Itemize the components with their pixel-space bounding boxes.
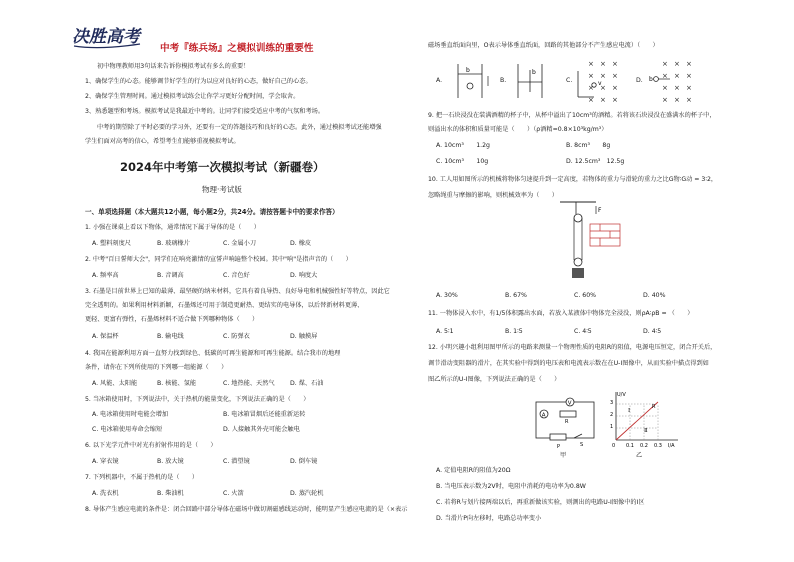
svg-text:×: × [674, 60, 680, 68]
exam-subtitle: 物理·考试版 [202, 185, 242, 194]
question-2: 2. 中考"百日誓师大会"，同学们在响亮激情的宣誓声响遍整个校园。其中"响"是指声音的（ ） [85, 256, 352, 263]
figure-jia-label: 甲 [560, 452, 567, 459]
svg-text:b: b [466, 67, 470, 74]
q9-option-a: A. 10cm³ 1.2g [436, 142, 490, 149]
svg-text:×: × [588, 60, 594, 68]
q4-option-d: D. 煤、石油 [290, 380, 324, 387]
q8-option-a: A. [436, 77, 443, 84]
svg-text:×: × [588, 84, 594, 92]
svg-text:R: R [652, 404, 656, 410]
q5-option-c: C. 电冰箱使用寿命会缩短 [92, 426, 163, 433]
q6-option-a: A. 穿衣镜 [92, 458, 119, 465]
svg-text:×: × [686, 60, 692, 68]
q6-option-d: D. 倒车镜 [290, 458, 318, 465]
svg-text:×: × [662, 60, 668, 68]
q8-option-b: B. [500, 77, 507, 84]
q12-option-d: D. 当滑片P向左移时，电路总功率变小 [436, 515, 542, 522]
svg-text:2: 2 [610, 412, 614, 418]
svg-text:×: × [674, 72, 680, 80]
figure-yi-label: 乙 [636, 452, 643, 459]
question-12-line3: 图乙所示的U-I图像，下列说法正确的是（ ） [428, 376, 561, 383]
q10-option-a: A. 30% [436, 292, 458, 299]
circuit-diagram [530, 390, 600, 450]
q9-option-c: C. 10cm³ 10g [436, 158, 489, 165]
intro-point-1: 1、确保学生的心态。能够调节好学生的行为以应对良好的心态，做好自己的心态。 [85, 78, 312, 85]
question-11: 11. 一物体浸入水中，有1/5体积露出水面，若放入某液体中物体完全浸没，则ρA∶ρB = （ ） [428, 310, 694, 317]
svg-text:×: × [662, 84, 668, 92]
question-9-line2: 则溢出水的体积和质量可能是（ ）（ρ酒精=0.8×10³kg/m³） [428, 126, 608, 133]
question-1: 1. 小强在课桌上看以下物体，通常情况下属于导体的是（ ） [85, 224, 260, 231]
question-12-line1: 12. 小明兴趣小组利用图甲所示的电路来测量一个物理性质的电阻R的阻值，电源电压恒定，闭合开关后， [428, 344, 717, 351]
q7-option-a: A. 洗衣机 [92, 490, 119, 497]
q3-option-a: A. 保温杯 [92, 333, 119, 340]
svg-text:3: 3 [610, 400, 614, 406]
svg-text:×: × [674, 96, 680, 104]
q7-option-d: D. 蒸汽轮机 [290, 490, 324, 497]
q3-option-d: D. 触摸屏 [290, 333, 318, 340]
svg-text:×: × [686, 96, 692, 104]
svg-text:×: × [600, 84, 606, 92]
section-1-header: 一、单项选择题（本大题共12小题，每小题2分，共24分。请按答题卡中的要求作答） [85, 208, 339, 216]
svg-text:×: × [612, 84, 618, 92]
ui-graph [604, 388, 684, 448]
q11-option-b: B. 1∶5 [505, 328, 523, 335]
q11-option-c: C. 4∶5 [574, 328, 592, 335]
question-4-line2: 条件，请你在下列所使用的下列哪一组能源（ ） [85, 364, 228, 371]
svg-text:0.2: 0.2 [640, 443, 648, 448]
question-8-start: 8. 导体产生感应电流的条件是：闭合回路中部分导体在磁场中做切割磁感线运动时，能明显产生感应电流的是（×表示 [85, 506, 408, 513]
intro-point-2: 2、确保学生管理时间。通过模拟考试练会让你学习更好分配时间，学会取舍。 [85, 93, 300, 100]
svg-text:×: × [686, 84, 692, 92]
logo-text: 决胜高考 [72, 27, 140, 47]
q10-option-b: B. 67% [505, 292, 527, 299]
svg-text:R: R [565, 419, 569, 425]
q2-option-a: A. 频率高 [92, 272, 119, 279]
q2-option-b: B. 音调高 [157, 272, 184, 279]
q12-option-b: B. 当电压表示数为2V时，电阻中消耗的电功率为0.8W [436, 483, 586, 490]
svg-text:×: × [686, 72, 692, 80]
svg-text:0.1: 0.1 [626, 443, 634, 448]
q7-option-b: B. 柴油机 [157, 490, 184, 497]
svg-text:P: P [557, 444, 561, 450]
question-3-line1: 3. 石墨是目前世界上已知的最薄、最坚硬的纳米材料，它具有着良导热、良好导电和机械强性好等特点，因此它 [85, 288, 390, 295]
svg-text:×: × [662, 72, 668, 80]
intro-heading: 中考『练兵场』之模拟训练的重要性 [160, 43, 314, 54]
question-7: 7. 下列机器中，不属于热机的是（ ） [85, 474, 199, 481]
question-10-line1: 10. 工人用如图所示的机械将物体匀速提升到一定高度，若物体的重力与滑轮的重力之比G物∶G动 = 3∶2， [428, 176, 718, 183]
svg-text:Ⅱ: Ⅱ [644, 428, 648, 434]
q10-pulley-diagram [556, 198, 626, 282]
q2-option-d: D. 响度大 [290, 272, 318, 279]
q6-option-b: B. 放大镜 [157, 458, 184, 465]
svg-text:F: F [598, 207, 602, 214]
intro-paragraph-line1: 中考的期望除了平时必要的学习外，还要有一定的答题技巧和良好的心态。此外，通过模拟考试还能增强 [97, 124, 382, 131]
q9-option-b: B. 8cm³ 8g [566, 142, 611, 149]
q3-option-b: B. 输电线 [157, 333, 184, 340]
q8-diagram-c [574, 57, 624, 105]
q8-diagram-d [648, 57, 698, 105]
logo [70, 20, 144, 52]
svg-text:×: × [612, 60, 618, 68]
question-3-line2: 完全透明的。如果利用材料新颖，石墨烯还可用于制造更耐热、更结实的电导体，以后替新材料更薄、 [85, 302, 364, 309]
svg-text:V: V [567, 400, 572, 407]
svg-text:×: × [674, 84, 680, 92]
svg-text:U/V: U/V [617, 392, 626, 398]
svg-text:×: × [588, 72, 594, 80]
q1-option-d: D. 橡皮 [290, 240, 312, 247]
q3-option-c: C. 防弹衣 [223, 333, 250, 340]
svg-text:v: v [598, 80, 602, 87]
q4-option-c: C. 地热能、天然气 [223, 380, 275, 387]
question-9-line1: 9. 把一石块浸没在装满酒精的杯子中，从杯中溢出了10cm³的酒精。若将该石块浸没在盛满水的杯子中， [428, 112, 716, 119]
question-3-line3: 更轻、更富有弹性，石墨烯材料不适合做下列哪种物体（ ） [85, 316, 259, 323]
svg-text:0: 0 [612, 443, 616, 448]
q8-option-d: D. [636, 77, 643, 84]
svg-text:Ⅰ: Ⅰ [628, 408, 631, 414]
q10-option-c: C. 60% [574, 292, 597, 299]
svg-text:×: × [662, 96, 668, 104]
q1-option-c: C. 金属小刀 [223, 240, 257, 247]
exam-title: 2024年中考第一次模拟考试（新疆卷） [120, 160, 325, 174]
question-4-line1: 4. 我国在能源利用方面一直努力找到绿色、低碳的可再生能源和可再生能源。结合我市的地理 [85, 350, 341, 357]
svg-text:×: × [612, 96, 618, 104]
q10-option-d: D. 40% [643, 292, 666, 299]
q11-option-a: A. 5∶1 [436, 328, 454, 335]
svg-text:1: 1 [610, 424, 614, 430]
q5-option-d: D. 人接触其外壳可能会触电 [223, 426, 300, 433]
svg-text:A: A [541, 412, 546, 419]
svg-text:0.3: 0.3 [654, 443, 662, 448]
q11-option-d: D. 4∶5 [643, 328, 662, 335]
svg-text:b: b [532, 69, 536, 76]
intro-lead: 初中物理教师用3句话来告诉你模拟考试有多么的重要！ [97, 63, 250, 70]
q5-option-a: A. 电冰箱使用时电能会增加 [92, 411, 169, 418]
q8-diagram-a [452, 62, 494, 102]
q8-diagram-b [512, 62, 554, 102]
svg-text:×: × [600, 72, 606, 80]
q12-option-a: A. 定值电阻R的阻值为20Ω [436, 467, 511, 474]
intro-point-3: 3、熟悉题型和考场。模拟考试是我最近中考的。让同学们接受适应中考的气氛和考场。 [85, 108, 325, 115]
question-8-cont: 磁场垂直纸面向里，O表示导体垂直纸面，回路的其他部分不产生感应电流）（ ） [428, 42, 659, 49]
svg-text:×: × [600, 60, 606, 68]
q12-option-c: C. 若将R与划片接两端以后，再重新做该实验，则测出的电路U-I图像中的Ⅰ区 [436, 499, 645, 506]
q1-option-b: B. 玻璃橡片 [157, 240, 190, 247]
question-6: 6. 以下光学元件中对光有折射作用的是（ ） [85, 442, 217, 449]
q6-option-c: C. 潜望镜 [223, 458, 250, 465]
q7-option-c: C. 火箭 [223, 490, 244, 497]
svg-text:×: × [612, 72, 618, 80]
question-10-line2: 忽略绳重与摩擦的影响，则机械效率为（ ） [428, 192, 558, 199]
q9-option-d: D. 12.5cm³ 12.5g [566, 158, 625, 165]
svg-text:×: × [588, 96, 594, 104]
q4-option-b: B. 核能、氢能 [157, 380, 197, 387]
q8-option-c: C. [566, 77, 573, 84]
svg-text:I/A: I/A [668, 443, 675, 448]
q5-option-b: B. 电冰箱冒烟后还能重新运转 [223, 411, 306, 418]
question-5: 5. 当冰箱使用时，下列说法中，关于热机的能量变化，下列说法正确的是（ ） [85, 396, 310, 403]
intro-paragraph-line2: 学生们面对高考的信心，希望考生们能够重视模拟考试。 [85, 138, 240, 145]
svg-text:×: × [600, 96, 606, 104]
q2-option-c: C. 音色好 [223, 272, 250, 279]
q1-option-a: A. 塑料刻度尺 [92, 240, 131, 247]
svg-text:S: S [580, 442, 584, 448]
svg-text:b: b [649, 76, 653, 83]
q4-option-a: A. 风能、太阳能 [92, 380, 138, 387]
question-12-line2: 调节滑动变阻器的滑片，在其实验中得到的电压表和电流表示数在在U-I图像中，从而实验中描点得到如 [428, 360, 709, 367]
